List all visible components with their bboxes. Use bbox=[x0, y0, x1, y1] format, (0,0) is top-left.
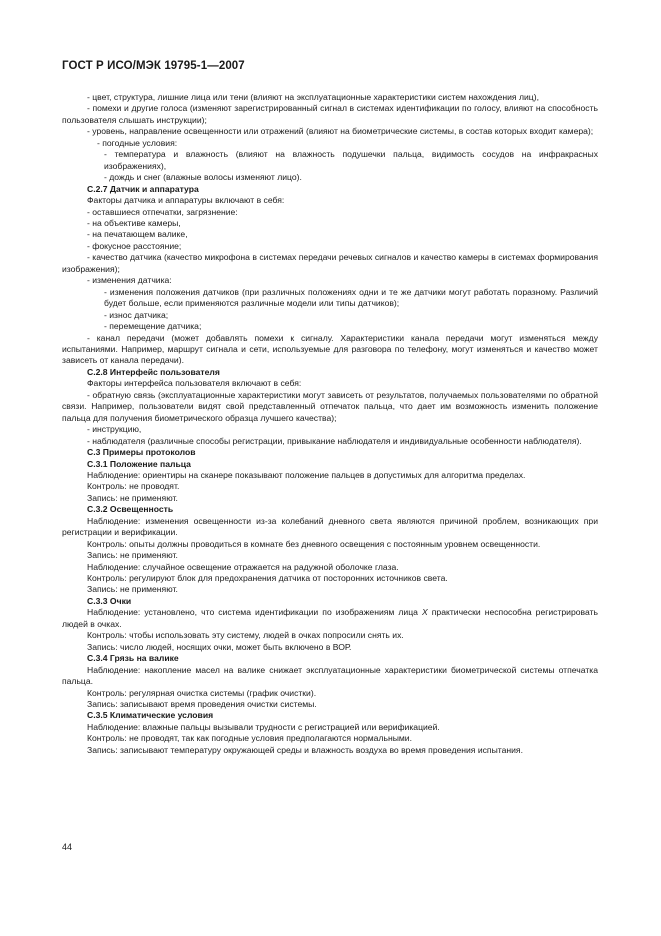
section-heading: С.3.2 Освещенность bbox=[87, 504, 174, 515]
section-heading: С.2.8 Интерфейс пользователя bbox=[87, 366, 220, 377]
paragraph-text: практически неспособна регистрировать людей в очках. bbox=[62, 607, 599, 629]
list-item: - на объективе камеры, bbox=[87, 217, 181, 228]
paragraph: - обратную связь (эксплуатационные характеристики могут зависеть от результатов, получаемых пользователями по обратной связи. Например, пользователи видят свой представленный отпечаток пальца, что дает им возможность изменить положение пальца для получения биометрического образца лучшего качества); bbox=[62, 389, 598, 423]
list-item: - на печатающем валике, bbox=[87, 229, 188, 240]
list-item: - температура и влажность (влияют на влажность подушечки пальца, видимость сосудов на инфракрасных изображениях), bbox=[104, 149, 598, 171]
document-body bbox=[62, 92, 598, 756]
list-item: - перемещение датчика; bbox=[104, 321, 202, 332]
list-item: Наблюдение: влажные пальцы вызывали трудности с регистрацией или верификацией. bbox=[87, 721, 440, 732]
list-item: - фокусное расстояние; bbox=[87, 240, 182, 251]
paragraph bbox=[62, 607, 598, 630]
list-item: Запись: не применяют. bbox=[87, 550, 178, 561]
list-item: - износ датчика; bbox=[104, 309, 169, 320]
paragraph: Контроль: опыты должны проводиться в комнате без дневного освещения с постоянным уровнем освещенности. bbox=[87, 538, 541, 549]
list-item: Факторы интерфейса пользователя включают в себя: bbox=[87, 378, 302, 389]
list-item: Контроль: не проводят. bbox=[87, 481, 180, 492]
list-item: Контроль: регулируют блок для предохранения датчика от посторонних источников света. bbox=[87, 573, 448, 584]
list-item: Запись: записывают температуру окружающей среды и влажность воздуха во время проведения испытания. bbox=[87, 744, 523, 755]
paragraph: - помехи и другие голоса (изменяют зарегистрированный сигнал в системах идентификации по голосу, влияют на способность пользователя слышать инструкции); bbox=[62, 103, 598, 125]
list-item: Запись: не применяют. bbox=[87, 492, 178, 503]
list-item: Запись: число людей, носящих очки, может быть включено в ВОР. bbox=[87, 641, 352, 652]
list-item: Контроль: чтобы использовать эту систему, людей в очках попросили снять их. bbox=[87, 630, 404, 641]
paragraph: Наблюдение: изменения освещенности из-за колебаний дневного света являются причиной проблем, возникающих при регистрации и верификации. bbox=[62, 515, 598, 538]
paragraph: Наблюдение: ориентиры на сканере показывают положение пальцев в допустимых для алгоритма пределах. bbox=[87, 469, 526, 480]
page-number: 44 bbox=[62, 842, 73, 852]
section-heading: С.3.3 Очки bbox=[87, 595, 132, 606]
paragraph: - наблюдателя (различные способы регистрации, привыкание наблюдателя и индивидуальные особенности наблюдателя). bbox=[87, 435, 582, 446]
list-item: - изменения положения датчиков (при различных положениях одни и те же датчики могут работать поразному. Различий будет больше, если применяются различные модели или типы датчиков); bbox=[104, 286, 598, 309]
paragraph: Наблюдение: накопление масел на валике снижает эксплуатационные характеристики биометрической системы отпечатка пальца. bbox=[62, 664, 598, 687]
section-heading: С.3.1 Положение пальца bbox=[87, 458, 191, 469]
section-heading: С.3.5 Климатические условия bbox=[87, 710, 214, 721]
list-item: Факторы датчика и аппаратуры включают в себя: bbox=[87, 195, 285, 206]
paragraph: - цвет, структура, лишние лица или тени (влияют на эксплуатационные характеристики систем нахождения лиц), bbox=[87, 92, 539, 102]
list-item: - инструкцию, bbox=[87, 424, 142, 435]
system-name-italic: X bbox=[421, 607, 428, 618]
list-item: Контроль: регулярная очистка системы (график очистки). bbox=[87, 687, 317, 698]
section-heading: С.3.4 Грязь на валике bbox=[87, 653, 179, 664]
list-item: Запись: не применяют. bbox=[87, 584, 178, 595]
section-heading: С.3 Примеры протоколов bbox=[87, 447, 196, 458]
list-item: Контроль: не проводят, так как погодные условия предполагаются нормальными. bbox=[87, 733, 412, 744]
paragraph: - качество датчика (качество микрофона в системах передачи речевых сигналов и качество камеры в системах формирования изображения); bbox=[62, 252, 598, 274]
list-item: - оставшиеся отпечатки, загрязнение: bbox=[87, 206, 238, 217]
paragraph: - канал передачи (может добавлять помехи к сигналу. Характеристики канала передачи могут изменяться между испытаниями. Например, маршрут сигнала и сети, используемые для разговора по телефону, могут изменяться и качество может зависеть от канала передачи). bbox=[62, 332, 598, 366]
paragraph-text: Наблюдение: установлено, что система идентификации по изображениям лица bbox=[87, 607, 422, 618]
paragraph: - уровень, направление освещенности или отражений (влияют на биометрические системы, в состав которых входит камера); bbox=[87, 126, 594, 137]
document-header: ГОСТ Р ИСО/МЭК 19795-1—2007 bbox=[62, 60, 245, 72]
list-item: Запись: записывают время проведения очистки системы. bbox=[87, 699, 317, 710]
list-item: - погодные условия: bbox=[97, 137, 178, 148]
section-heading: С.2.7 Датчик и аппаратура bbox=[87, 183, 199, 194]
list-item: - изменения датчика: bbox=[87, 275, 172, 286]
list-item: - дождь и снег (влажные волосы изменяют лицо). bbox=[104, 172, 302, 183]
list-item: Наблюдение: случайное освещение отражается на радужной оболочке глаза. bbox=[87, 561, 399, 572]
